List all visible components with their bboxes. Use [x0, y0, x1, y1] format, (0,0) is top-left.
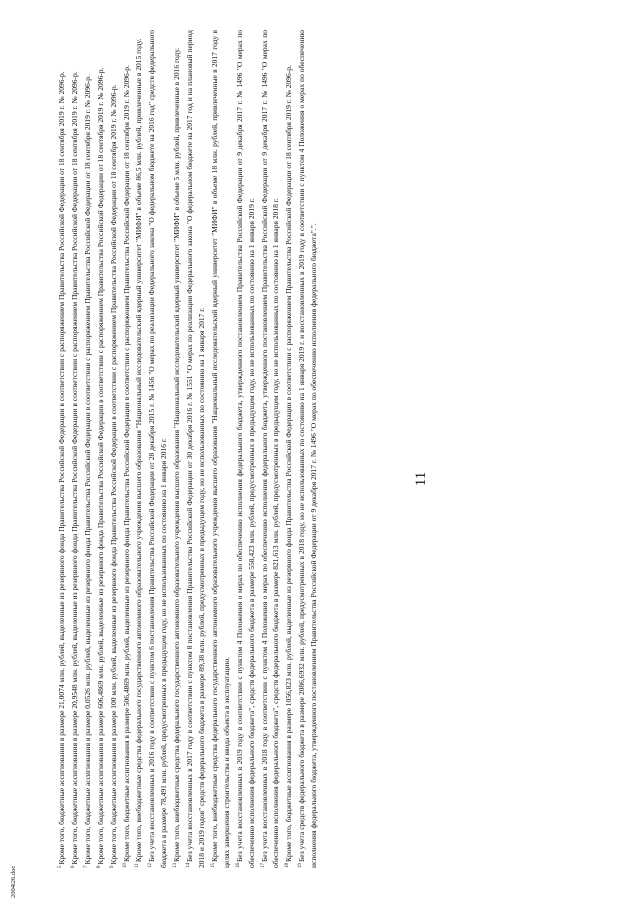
footnote-number: 18	[285, 863, 291, 868]
footnote	[68, 30, 81, 868]
footnote	[183, 30, 208, 868]
footnote-text: Без учета восстановленных в 2018 году в соответствии с пунктом 4 Положения о мерах по обеспечению исполнения федерального бюджета, утвержденного постановлением Правительства Российской Федерации от 9 декабря 2017 г. № 1496 "О мерах по обеспечению исполнения федерального бюджета", средств федерального бюджета в размере 821,613 млн. рублей, предусмотренных в предыдущем году, но не использованных по состоянию на 1 января 2018 г.	[259, 30, 281, 868]
footnote-number: 10	[122, 863, 128, 868]
footnote	[233, 30, 258, 868]
footnote-text: Кроме того, бюджетные ассигнования в размере 21,0074 млн. рублей, выделенные из резервного фонда Правительства Российской Федерации в соответствии с распоряжением Правительства Российской Федерации от 18 сентября 2019 г. № 2096-р.	[57, 71, 66, 865]
footnote-text: Без учета восстановленных в 2017 году в соответствии с пунктом 8 постановления Правительства Российской Федерации от 30 декабря 2016 г. № 1551 "О мерах по реализации Федерального закона "О федеральном бюджете на 2017 год и на плановый период 2018 и 2019 годов" средств федерального бюджета в размере 89,38 млн. рублей, предусмотренных в предыдущем году, но не использованных по состоянию на 1 января 2017 г.	[185, 30, 206, 868]
footnote	[94, 30, 107, 868]
footnote-text: Кроме того, бюджетные ассигнования в размере 100 млн. рублей, выделенные из резервного фонда Правительства Российской Федерации в соответствии с распоряжением Правительства Российской Федерации от 18 сентября 2019 г. № 2096-р.	[108, 84, 118, 865]
footnote-number: 5	[58, 865, 63, 868]
footnote-text: Кроме того, внебюджетные средства федерального государственного автономного образовательного учреждения высшего образования "Национальный исследовательский ядерный университет "МИФИ" в объеме 18 млн. рублей, привлеченные в 2017 году в целях завершения строительства и ввода объекта в эксплуатацию.	[209, 30, 231, 868]
footnote	[282, 30, 295, 868]
page-number: 11	[413, 471, 429, 487]
footnote-number: 8	[96, 865, 102, 868]
footnote-text: Кроме того, внебюджетные средства федерального государственного автономного образовательного учреждения высшего образования "Национальный исследовательский ядерный университет "МИФИ" в объеме 5 млн. рублей, привлеченные в 2016 году.	[172, 47, 182, 862]
footnote	[145, 30, 170, 868]
footnote	[170, 30, 183, 868]
footnote-number: 16	[235, 863, 241, 868]
footnote-text: Без учета средств федерального бюджета в размере 2086,6932 млн. рублей, предусмотренных в 2018 году, но не использованных по состоянию на 1 января 2019 г. и восстановленных в 2019 году в соответствии с пунктом 4 Положения о мерах по обеспечению исполнения федерального бюджета, утвержденного постановлением Правительства Российской Федерации от 9 декабря 2017 г. № 1496 "О мерах по обеспечению исполнения федерального бюджета".".	[297, 30, 319, 868]
footnote-text: Кроме того, бюджетные ассигнования в размере 606,4869 млн. рублей, выделенные из резервного фонда Правительства Российской Федерации в соответствии с распоряжением Правительства Российской Федерации от 18 сентября 2019 г. № 2096-р.	[95, 67, 105, 865]
footnote-text: Кроме того, бюджетные ассигнования в размере 1056,823 млн. рублей, выделенные из резервного фонда Правительства Российской Федерации в соответствии с распоряжением Правительства Российской Федерации от 18 сентября 2019 г. № 2096-р.	[284, 65, 294, 862]
footnote	[55, 30, 68, 868]
footnote	[132, 30, 145, 868]
footnote-text: Кроме того, бюджетные ассигнования в размере 0,0526 млн. рублей, выделенные из резервного фонда Правительства Российской Федерации в соответствии с распоряжением Правительства Российской Федерации от 18 сентября 2019 г. № 2096-р.	[82, 75, 92, 865]
footnote	[295, 30, 320, 868]
footnote-number: 14	[186, 863, 192, 868]
footnote	[120, 30, 133, 868]
footnote	[208, 30, 233, 868]
footnote-number: 6	[70, 865, 76, 868]
footnote-number: 15	[210, 863, 216, 868]
footnote-number: 13	[173, 863, 179, 868]
footnote	[107, 30, 120, 868]
footnotes-block	[55, 30, 320, 868]
footnote-number: 12	[148, 863, 154, 868]
footnote-text: Кроме того, внебюджетные средства федерального государственного автономного образовательного учреждения высшего образования "Национальный исследовательский ядерный университет "МИФИ" в объеме 86,5 млн. рублей, привлеченные в 2015 году.	[134, 38, 144, 863]
footnote-text: Без учета восстановленных в 2016 году в соответствии с пунктом 6 постановления Правительства Российской Федерации от 28 декабря 2015 г. № 1456 "О мерах по реализации Федерального закона "О федеральном бюджете на 2016 год" средств федерального бюджета в размере 78,491 млн. рублей, предусмотренных в предыдущем году, но не использованных по состоянию на 1 января 2016 г.	[147, 30, 169, 868]
footnote-text: Без учета восстановленных в 2019 году в соответствии с пунктом 4 Положения о мерах по обеспечению исполнения федерального бюджета, утвержденного постановлением Правительства Российской Федерации от 9 декабря 2017 г. № 1496 "О мерах по обеспечению исполнения федерального бюджета", средств федерального бюджета в размере 558,423 млн. рублей, предусмотренных в предыдущем году, но не использованных по состоянию на 1 января 2019 г.	[234, 30, 256, 868]
rotated-content	[55, 30, 429, 868]
footnote-number: 9	[109, 865, 115, 868]
footnote-number: 19	[298, 863, 304, 868]
footnote-number: 7	[83, 865, 89, 868]
footer-file-code: 2004i26.doc	[10, 865, 17, 898]
footnote-text: Кроме того, бюджетные ассигнования в размере 20,9548 млн. рублей, выделенные из резервного фонда Правительства Российской Федерации в соответствии с распоряжением Правительства Российской Федерации от 18 сентября 2019 г. № 2096-р.	[69, 71, 79, 865]
footnote-number: 17	[260, 863, 266, 868]
footnote-number: 11	[135, 863, 141, 868]
footnote	[81, 30, 94, 868]
footnote-text: Кроме того, бюджетные ассигнования в размере 506,4869 млн. рублей, выделенные из резервного фонда Правительства Российской Федерации в соответствии с распоряжением Правительства Российской Федерации от 18 сентября 2019 г. № 2096-р.	[121, 65, 131, 862]
footnote	[258, 30, 283, 868]
